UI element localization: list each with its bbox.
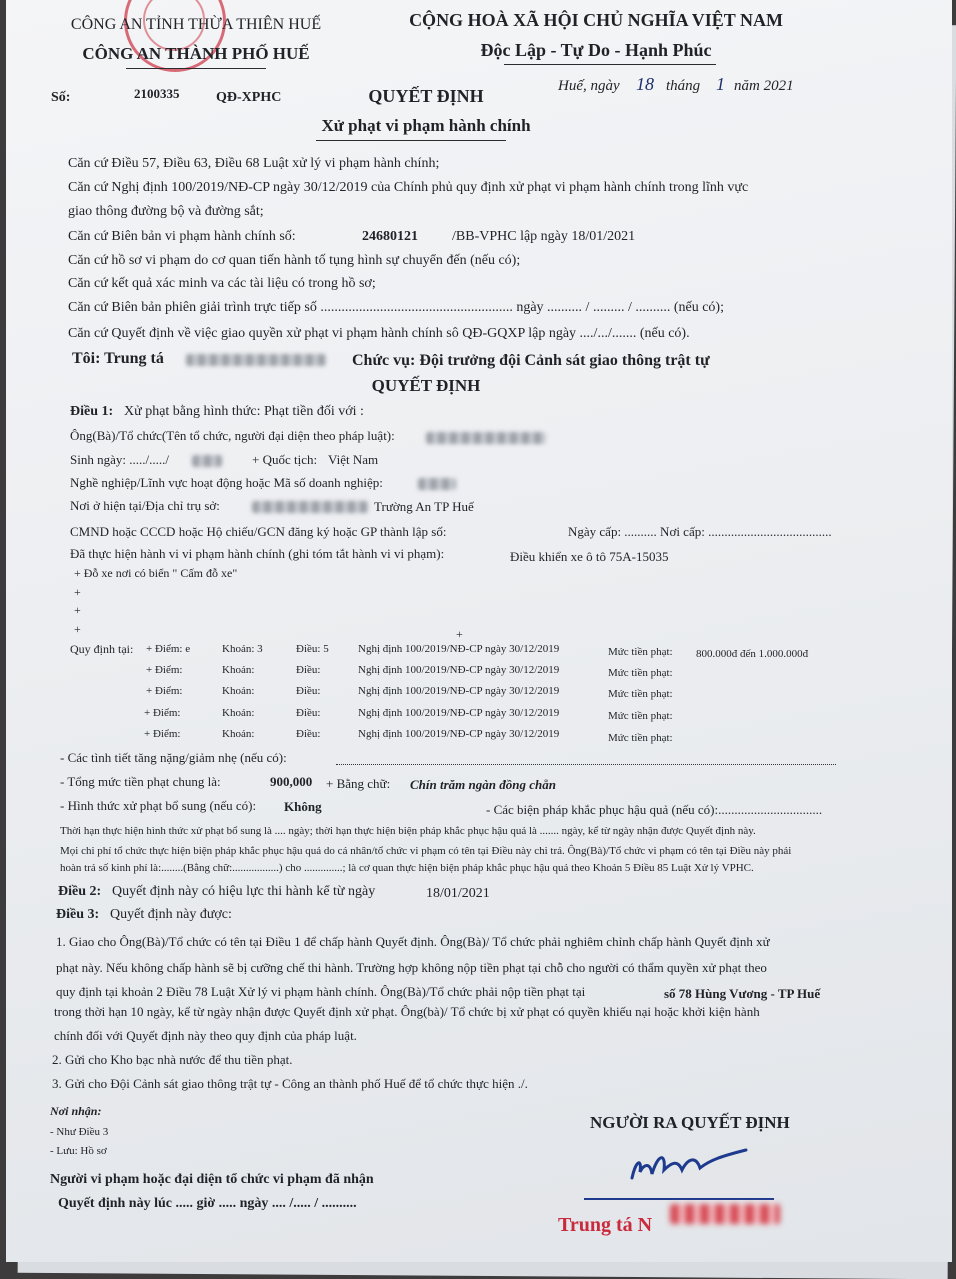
preamble-line-6: Căn cứ Biên bản phiên giải trình trực tiếp số ....................................................... ngày .......... / ......... / .......... (nếu có); [68, 300, 724, 315]
recipients-label: Nơi nhận: [50, 1104, 102, 1118]
small-print-1: Thời hạn thực hiện hình thức xử phạt bổ sung là .... ngày; thời hạn thực hiện biện pháp khắc phục hậu quả là ....... ngày, kể từ ngày nhận được Quyết định này. [60, 825, 756, 837]
nationality-label: + Quốc tịch: [252, 452, 318, 467]
circumstances: - Các tình tiết tăng nặng/giảm nhẹ (nếu có): [60, 750, 287, 765]
motto-underline [504, 64, 716, 65]
rule-diem: + Điểm: [144, 728, 181, 740]
act-item: + Đỗ xe nơi có biển " Cấm đỗ xe" [74, 566, 238, 580]
article-2-heading: Điều 2: [58, 884, 102, 899]
document-title: QUYẾT ĐỊNH [368, 86, 484, 106]
preamble-line-5: Căn cứ kết quả xác minh va các tài liệu có trong hồ sơ; [68, 276, 376, 291]
rule-decree: Nghị định 100/2019/NĐ-CP ngày 30/12/2019 [358, 707, 560, 719]
article-1-heading: Điều 1: [70, 404, 114, 419]
number-value: 2100335 [134, 86, 180, 101]
agency-underline [126, 68, 266, 69]
rule-khoan: Khoản: [222, 707, 255, 719]
subtitle-underline [316, 140, 506, 141]
decision-document [6, 0, 952, 1262]
rule-fine-label: Mức tiền phạt: [608, 732, 673, 744]
total-label: - Tổng mức tiền phạt chung là: [60, 774, 221, 789]
rule-diem: + Điểm: e [146, 643, 191, 655]
act-label: Đã thực hiện hành vi vi phạm hành chính (ghi tóm tắt hành vi vi phạm): [70, 546, 445, 561]
remedy: - Các biện pháp khắc phục hậu quả (nếu có):................................ [486, 802, 823, 817]
rule-dieu: Điều: [296, 707, 321, 719]
article-3-p1d: trong thời hạn 10 ngày, kể từ ngày nhận được Quyết định xử phạt. Ông(bà)/ Tổ chức bị xử phạt có quyền khiếu nại hoặc khởi kiện hành [54, 1004, 760, 1019]
rule-dieu: Điều: [296, 685, 321, 697]
decide-heading: QUYẾT ĐỊNH [371, 376, 481, 395]
preamble-line-3-rest: /BB-VPHC lập ngày 18/01/2021 [452, 229, 636, 244]
id-issue: Ngày cấp: .......... Nơi cấp: ...................................... [568, 524, 832, 539]
date-month-label: tháng [666, 78, 701, 94]
officer-position: Chức vụ: Đội trưởng đội Cảnh sát giao thông trật tự [352, 352, 710, 369]
rule-khoan: Khoản: 3 [222, 643, 263, 655]
rule-dieu: Điều: 5 [296, 643, 329, 655]
signature [626, 1140, 756, 1190]
signer-title: NGƯỜI RA QUYẾT ĐỊNH [590, 1113, 790, 1132]
motto: Độc Lập - Tự Do - Hạnh Phúc [480, 40, 712, 60]
officer-label: Tôi: Trung tá [72, 350, 164, 367]
article-3-p3: 3. Gửi cho Đội Cảnh sát giao thông trật tự - Công an thành phố Huế để tổ chức thực hiện ./. [52, 1076, 528, 1091]
document-subtitle: Xử phạt vi phạm hành chính [321, 116, 531, 135]
recipient-1: - Như Điều 3 [50, 1126, 109, 1138]
address-label: Nơi ở hiện tại/Địa chỉ trụ sở: [70, 498, 220, 513]
rules-label: Quy định tại: [70, 642, 134, 656]
agency-sub: CÔNG AN THÀNH PHỐ HUẾ [82, 44, 310, 63]
date-place: Huế, ngày [558, 78, 620, 94]
rule-khoan: Khoản: [222, 664, 255, 676]
rule-diem: + Điểm: [146, 664, 183, 676]
act-plus-3: + [74, 622, 81, 636]
redacted-person-name [426, 432, 546, 444]
rule-decree: Nghị định 100/2019/NĐ-CP ngày 30/12/2019 [358, 643, 560, 655]
id-label: CMND hoặc CCCD hoặc Hộ chiếu/GCN đăng ký hoặc GP thành lập số: [70, 524, 447, 539]
nationality-value: Việt Nam [328, 452, 379, 467]
received-line-2: Quyết định này lúc ..... giờ ..... ngày .... /..... / .......... [58, 1196, 357, 1211]
rule-decree: Nghị định 100/2019/NĐ-CP ngày 30/12/2019 [358, 728, 560, 740]
redacted-officer-name [186, 354, 326, 366]
rule-khoan: Khoản: [222, 728, 255, 740]
date-year: năm 2021 [734, 78, 794, 94]
rule-fine-label: Mức tiền phạt: [608, 667, 673, 679]
preamble-line-7: Căn cứ Quyết định về việc giao quyền xử phạt vi phạm hành chính sô QĐ-GQXP lập ngày ..../.../....... (nếu có). [68, 326, 690, 341]
rule-diem: + Điểm: [146, 685, 183, 697]
republic-heading: CỘNG HOÀ XÃ HỘI CHỦ NGHĨA VIỆT NAM [409, 10, 783, 30]
payment-place: số 78 Hùng Vương - TP Huế [664, 986, 821, 1001]
small-print-3: hoàn trả số kinh phí là:........(Bằng chữ:.................) cho ..............; là cơ quan thực hiện biện pháp khắc phục hậu quả theo Khoản 5 Điều 85 Luật Xử lý VPHC. [60, 862, 754, 874]
redacted-signer-name [670, 1204, 780, 1224]
date-day: 18 [636, 74, 654, 94]
number-label: Số: [51, 90, 71, 105]
rule-fine-label: Mức tiền phạt: [608, 710, 673, 722]
preamble-line-4: Căn cứ hồ sơ vi phạm do cơ quan tiến hành tố tụng hình sự chuyển đến (nếu có); [68, 253, 521, 268]
redacted-dob [192, 455, 222, 467]
words-label: + Bằng chữ: [326, 776, 391, 791]
signer-name: Trung tá N [558, 1214, 653, 1236]
act-summary: Điều khiển xe ô tô 75A-15035 [510, 549, 669, 564]
total-value: 900,000 [270, 774, 313, 789]
article-3-heading: Điều 3: [56, 907, 100, 922]
redacted-job [418, 478, 456, 490]
recipient-2: - Lưu: Hồ sơ [50, 1145, 107, 1157]
additional-value: Không [284, 799, 322, 814]
rule-dieu: Điều: [296, 664, 321, 676]
signature-line [584, 1198, 774, 1200]
redacted-address [252, 501, 368, 513]
rule-khoan: Khoản: [222, 685, 255, 697]
article-3-p1c: quy định tại khoản 2 Điều 78 Luật Xử lý vi phạm hành chính. Ông(Bà)/Tổ chức phải nộp tiền phạt tại [56, 984, 586, 999]
words-value: Chín trăm ngàn đồng chẵn [410, 777, 556, 792]
article-3-text: Quyết định này được: [110, 907, 232, 922]
preamble-line-3-label: Căn cứ Biên bản vi phạm hành chính số: [68, 229, 296, 244]
article-3-p1a: 1. Giao cho Ông(Bà)/Tổ chức có tên tại Điều 1 để chấp hành Quyết định. Ông(Bà)/ Tổ chức phải nghiêm chỉnh chấp hành Quyết định xử [56, 934, 770, 949]
small-print-2: Mọi chi phí tổ chức thực hiện biện pháp khắc phục hậu quả do cá nhân/tổ chức vi phạm có tên tại Điều này chi trả. Ông(Bà)/Tổ chức vi phạm có tên tại Điều này phải [60, 845, 792, 857]
preamble-line-1: Căn cứ Điều 57, Điều 63, Điều 68 Luật xử lý vi phạm hành chính; [68, 156, 440, 171]
article-2-text: Quyết định này có hiệu lực thi hành kể từ ngày [112, 884, 376, 899]
article-3-p2: 2. Gửi cho Kho bạc nhà nước để thu tiền phạt. [52, 1052, 293, 1067]
record-number: 24680121 [362, 229, 418, 244]
job-label: Nghề nghiệp/Lĩnh vực hoạt động hoặc Mã số doanh nghiệp: [70, 475, 383, 490]
article-3-p1b: phạt này. Nếu không chấp hành sẽ bị cưỡng chế thi hành. Trường hợp không nộp tiền phạt tại chỗ cho người có thẩm quyền xử phạt theo [56, 960, 767, 975]
additional-label: - Hình thức xử phạt bổ sung (nếu có): [60, 798, 257, 813]
rule-dieu: Điều: [296, 728, 321, 740]
dob-label: Sinh ngày: ...../...../ [70, 452, 169, 467]
rule-fine-value: 800.000đ đến 1.000.000đ [696, 648, 809, 660]
act-plus-2: + [74, 603, 81, 617]
rule-diem: + Điểm: [144, 707, 181, 719]
date-month: 1 [716, 74, 725, 94]
person-label: Ông(Bà)/Tổ chức(Tên tổ chức, người đại diện theo pháp luật): [70, 428, 395, 443]
rule-decree: Nghị định 100/2019/NĐ-CP ngày 30/12/2019 [358, 685, 560, 697]
rule-fine-label: Mức tiền phạt: [608, 646, 673, 658]
act-plus-4: + [456, 627, 463, 641]
circumstances-dots [336, 758, 836, 765]
rule-fine-label: Mức tiền phạt: [608, 688, 673, 700]
article-3-p1e: chính đối với Quyết định này theo quy định của pháp luật. [54, 1028, 357, 1043]
article-2-date: 18/01/2021 [426, 886, 490, 901]
rule-decree: Nghị định 100/2019/NĐ-CP ngày 30/12/2019 [358, 664, 560, 676]
preamble-line-2b: giao thông đường bộ và đường sắt; [68, 204, 264, 219]
number-suffix: QĐ-XPHC [216, 90, 282, 105]
received-line-1: Người vi phạm hoặc đại diện tổ chức vi phạm đã nhận [50, 1172, 374, 1187]
preamble-line-2a: Căn cứ Nghị định 100/2019/NĐ-CP ngày 30/12/2019 của Chính phủ quy định xử phạt vi phạm hành chính trong lĩnh vực [68, 180, 749, 195]
article-1-form: Xử phạt bằng hình thức: Phạt tiền đối với : [124, 404, 364, 419]
act-plus-1: + [74, 585, 81, 599]
address-tail: Trường An TP Huế [374, 499, 474, 514]
agency-top: CÔNG AN TỈNH THỪA THIÊN HUẾ [70, 16, 322, 33]
